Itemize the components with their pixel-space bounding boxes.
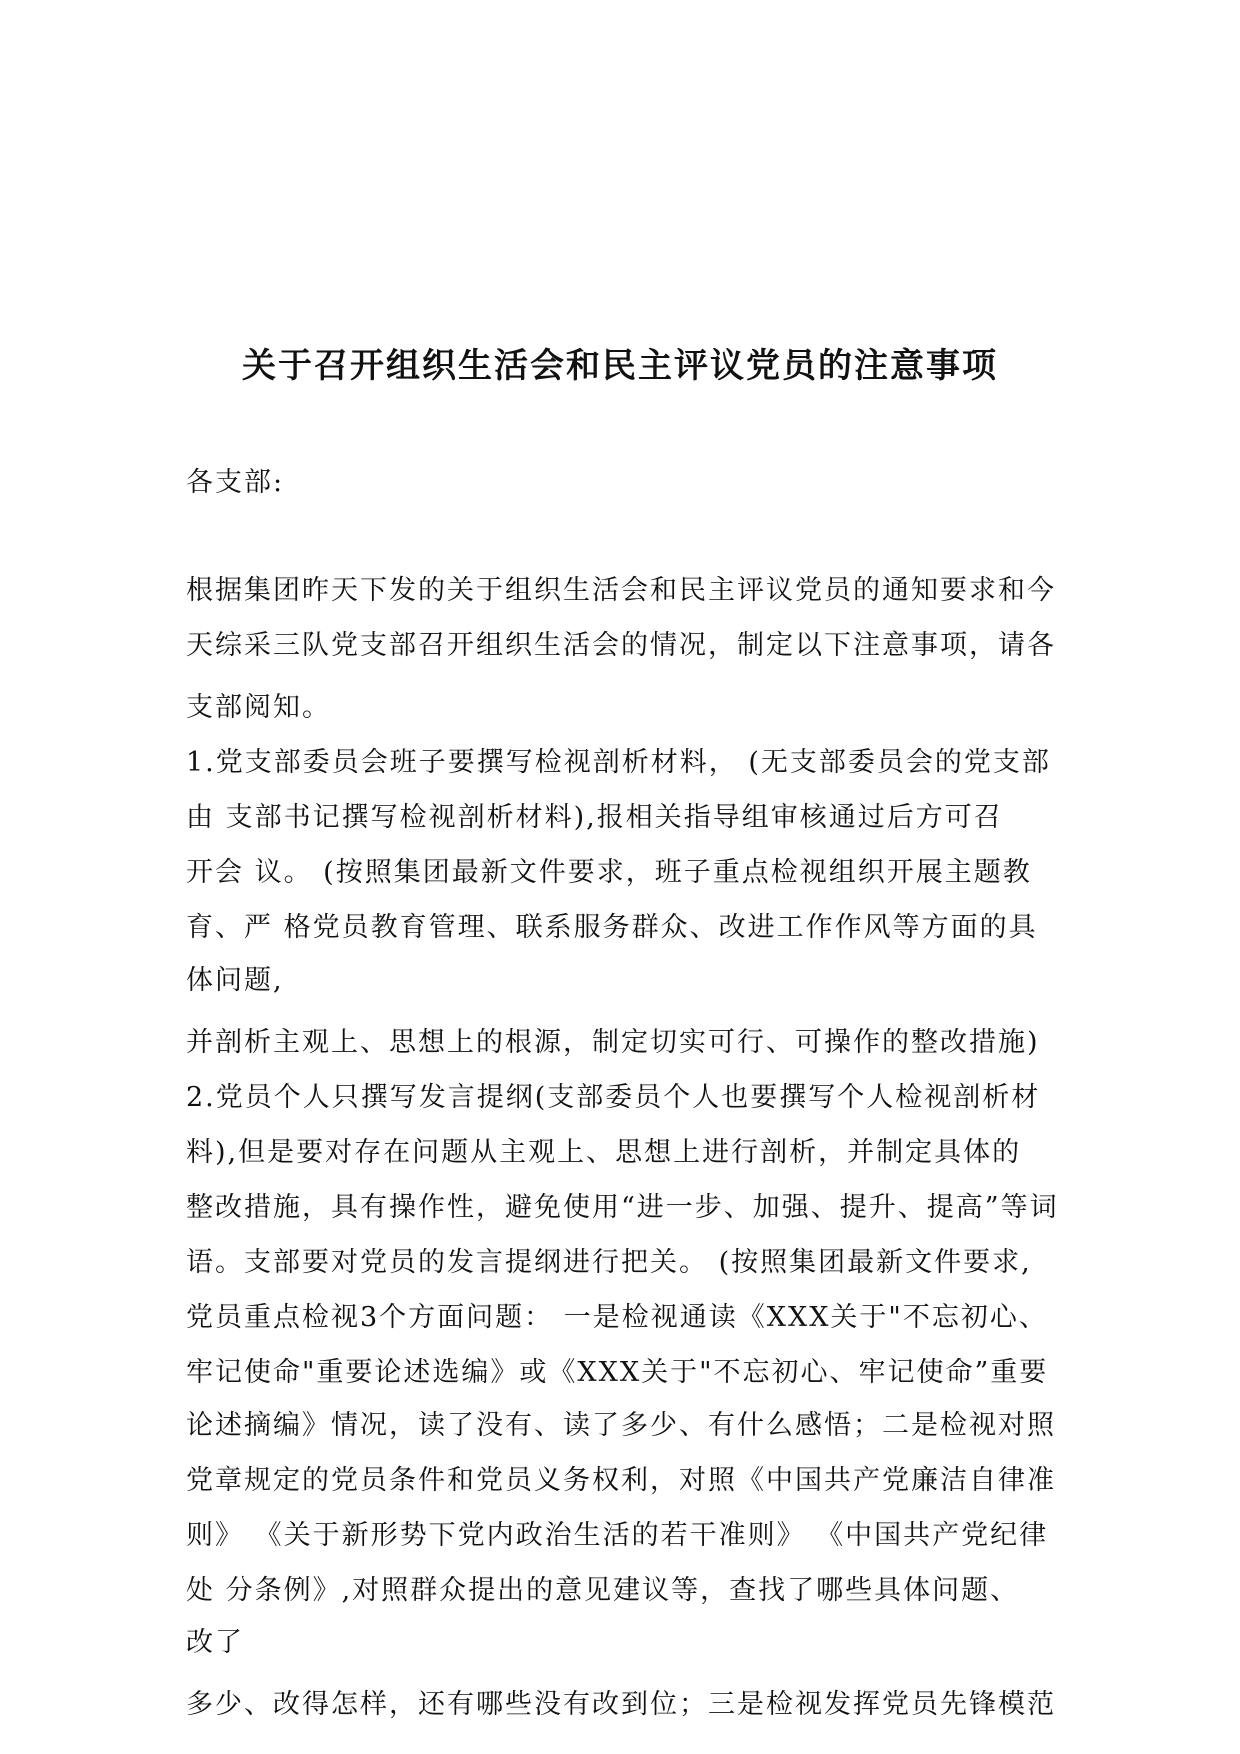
body-line: 处 分条例》,对照群众提出的意见建议等，查找了哪些具体问题、 [186,1575,1020,1606]
body-line: 论述摘编》情况，读了没有、读了多少、有什么感悟；二是检视对照 [186,1410,1056,1441]
body-line: 体问题, [186,965,284,996]
body-line: 语。支部要对党员的发言提纲进行把关。 (按照集团最新文件要求, [186,1247,1032,1278]
body-line: 党员重点检视3个方面问题： 一是检视通读《XXX关于"不忘初心、 [186,1302,1048,1333]
body-line: 党章规定的党员条件和党员义务权利，对照《中国共产党廉洁自律准 [186,1465,1056,1496]
body-line: 2.党员个人只撰写发言提纲(支部委员个人也要撰写个人检视剖析材 [186,1082,1041,1113]
body-line: 则》 《关于新形势下党内政治生活的若干准则》 《中国共产党纪律 [186,1520,1049,1551]
body-line: 改了 [186,1627,244,1658]
body-line: 整改措施，具有操作性，避免使用“进一步、加强、提升、提高”等词 [186,1192,1059,1223]
body-line: 根据集团昨天下发的关于组织生活会和民主评议党员的通知要求和今 [186,575,1056,606]
document-title: 关于召开组织生活会和民主评议党员的注意事项 [242,346,998,386]
body-line: 料),但是要对存在问题从主观上、思想上进行剖析，并制定具体的 [186,1137,1022,1168]
body-line: 由 支部书记撰写检视剖析材料),报相关指导组审核通过后方可召 [186,802,1003,833]
body-line: 1.党支部委员会班子要撰写检视剖析材料， (无支部委员会的党支部 [186,747,1051,778]
body-line: 并剖析主观上、思想上的根源，制定切实可行、可操作的整改措施) [186,1027,1040,1058]
body-line: 天综采三队党支部召开组织生活会的情况，制定以下注意事项，请各 [186,630,1056,661]
body-line: 开会 议。 (按照集团最新文件要求，班子重点检视组织开展主题教 [186,857,1032,888]
body-line: 牢记使命"重要论述选编》或《XXX关于"不忘初心、牢记使命”重要 [186,1357,1049,1388]
body-line: 多少、改得怎样，还有哪些没有改到位；三是检视发挥党员先锋模范 [186,1689,1056,1720]
salutation: 各支部: [186,467,285,498]
body-line: 育、严 格党员教育管理、联系服务群众、改进工作作风等方面的具 [186,912,1038,943]
body-line: 支部阅知。 [186,692,331,723]
